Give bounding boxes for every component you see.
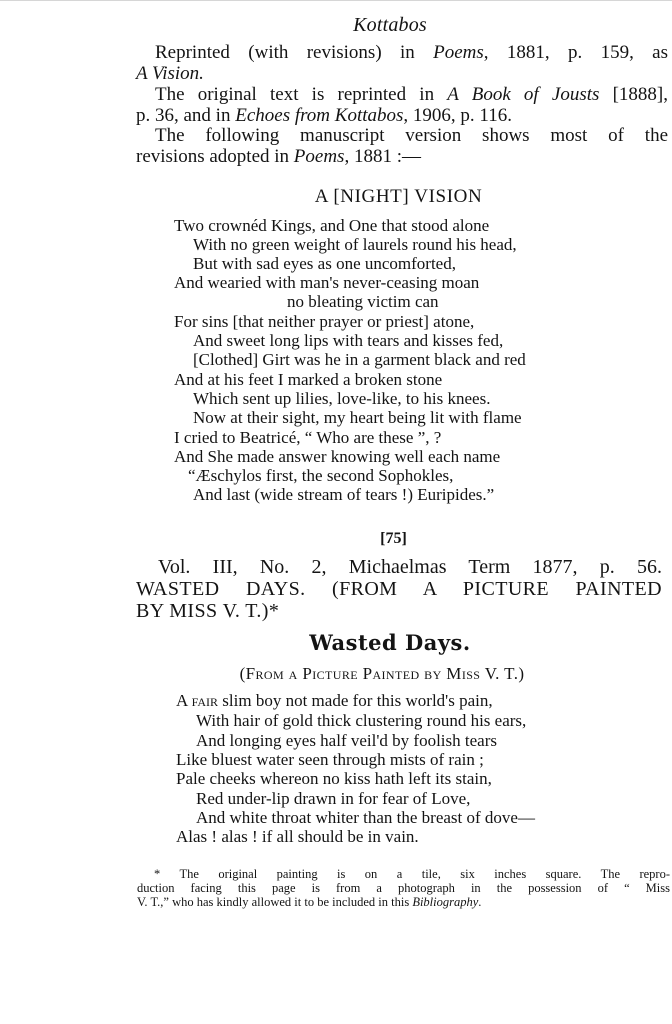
footnote-title-bibliography: Bibliography	[412, 895, 479, 909]
intro-line-4	[136, 105, 668, 126]
intro-text: The following manuscript version shows most of the	[155, 125, 668, 146]
verse-line-interlinear: no bleating victim can	[287, 292, 439, 311]
verse-line: Pale cheeks whereon no kiss hath left its stain,	[176, 769, 492, 788]
verse-line: Like bluest water seen through mists of rain ;	[176, 750, 484, 769]
verse-line: And longing eyes half veil'd by foolish tears	[196, 731, 497, 750]
intro-text: The original text is reprinted in	[155, 84, 448, 105]
verse-line: Red under-lip drawn in for fear of Love,	[196, 789, 471, 808]
entry-number: [75]	[380, 530, 407, 547]
running-head: Kottabos	[353, 14, 427, 36]
volume-line: Vol. III, No. 2, Michaelmas Term 1877, p. 56.	[158, 556, 662, 578]
footnote-line-3	[137, 895, 670, 909]
intro-line-3	[136, 84, 668, 105]
intro-line-6	[136, 146, 668, 167]
intro-title-poems: Poems	[433, 42, 484, 63]
verse-line: Alas ! alas ! if all should be in vain.	[176, 827, 419, 846]
verse-line: And white throat whiter than the breast of dove—	[196, 808, 535, 827]
verse-line: Now at their sight, my heart being lit with flame	[193, 408, 522, 427]
intro-title-echoes: Echoes from Kottabos	[235, 105, 404, 126]
verse-line: And sweet long lips with tears and kisses fed,	[193, 331, 504, 350]
intro-text: p. 36, and in	[136, 105, 236, 126]
intro-line-5	[136, 125, 668, 146]
verse-line: But with sad eyes as one uncomforted,	[193, 254, 456, 273]
verse-line: Which sent up lilies, love-like, to his knees.	[193, 389, 491, 408]
intro-text: revisions adopted in	[136, 146, 294, 167]
verse-line: And She made answer knowing well each name	[174, 447, 501, 466]
verse-line: [Clothed] Girt was he in a garment black and red	[193, 350, 526, 369]
blackletter-title: Wasted Days.	[309, 630, 471, 655]
intro-line-1	[136, 42, 668, 63]
footnote-text: .	[478, 895, 482, 909]
intro-title-poems: Poems	[293, 146, 345, 167]
top-rule	[0, 0, 672, 1]
intro-text: Reprinted (with revisions) in	[155, 42, 434, 63]
verse-line: “Æschylos first, the second Sophokles,	[188, 466, 454, 485]
verse-text: slim boy not made for this world's pain,	[218, 691, 493, 710]
title-caps-line-2: BY MISS V. T.)*	[136, 600, 280, 622]
verse-line: And wearied with man's never-ceasing moan	[174, 273, 480, 292]
verse-line	[176, 691, 493, 710]
footnote-line-2: duction facing this page is from a photograph in the possession of “ Miss	[137, 881, 670, 895]
verse-line: And last (wide stream of tears !) Euripides.”	[193, 485, 495, 504]
footnote-text: V. T.,” who has kindly allowed it to be included in this	[137, 895, 413, 909]
verse-line: With no green weight of laurels round his head,	[193, 235, 517, 254]
intro-title-jousts: A Book of Jousts	[447, 84, 600, 105]
verse-line: For sins [that neither prayer or priest] atone,	[174, 312, 475, 331]
poem-title: A [NIGHT] VISION	[314, 186, 483, 207]
first-words-small-caps: A fair	[176, 691, 219, 710]
intro-text: , 1881 :—	[344, 146, 421, 167]
intro-text: [1888],	[599, 84, 668, 105]
verse-line: And at his feet I marked a broken stone	[174, 370, 443, 389]
verse-line: I cried to Beatricé, “ Who are these ”, ?	[174, 428, 442, 447]
intro-text: , 1881, p. 159, as	[483, 42, 668, 63]
poem-subtitle: (From a Picture Painted by Miss V. T.)	[239, 664, 525, 683]
title-caps-line-1: WASTED DAYS. (FROM A PICTURE PAINTED	[136, 578, 662, 600]
footnote-line-1: * The original painting is on a tile, six inches square. The repro-	[154, 867, 670, 881]
verse-line: Two crownéd Kings, and One that stood alone	[174, 216, 490, 235]
intro-text: , 1906, p. 116.	[403, 105, 512, 126]
intro-line-2: A Vision.	[136, 63, 204, 84]
verse-line: With hair of gold thick clustering round his ears,	[196, 711, 527, 730]
